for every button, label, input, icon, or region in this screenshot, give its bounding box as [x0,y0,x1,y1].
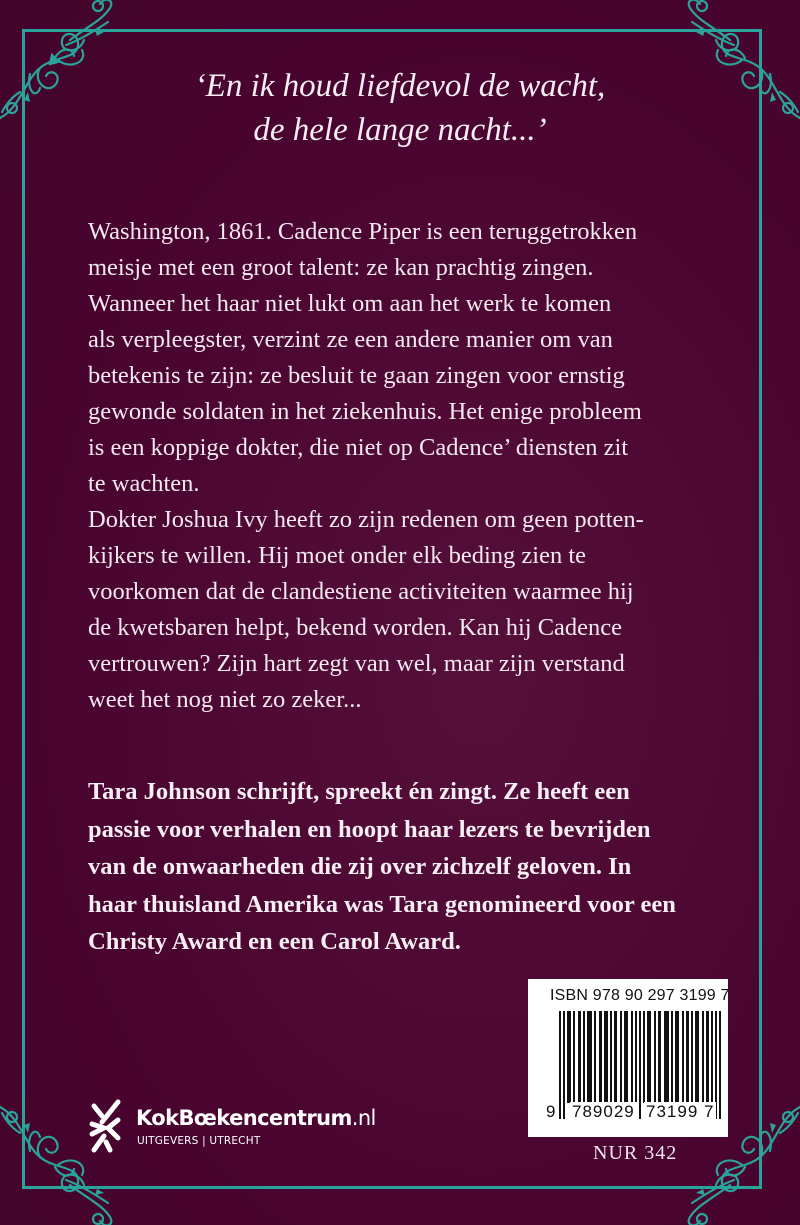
publisher-logo-mark-icon [88,1098,126,1154]
bio-line: Christy Award en een Carol Award. [88,928,461,955]
synopsis-line: als verpleegster, verzint ze een andere manier om van [88,326,613,353]
barcode-digit-first: 9 [546,1102,557,1121]
isbn-barcode [528,979,728,1137]
publisher-name-text: KokBœkencentrum [136,1106,352,1130]
synopsis-line: Washington, 1861. Cadence Piper is een teruggetrokken [88,218,638,245]
synopsis-line: vertrouwen? Zijn hart zegt van wel, maar zijn verstand [88,650,625,677]
bio-line: Tara Johnson schrijft, spreekt én zingt. Ze heeft een [88,778,630,805]
barcode-digits-group2: 73199 7 [646,1102,715,1121]
barcode-digits-group1: 789029 [572,1102,635,1121]
nur-code: NUR 342 [593,1142,678,1164]
publisher-tld: .nl [351,1106,376,1130]
publisher-logo [88,1098,388,1154]
bio-line: passie voor verhalen en hoopt haar lezers te bevrijden [88,815,651,843]
synopsis-line: kijkers te willen. Hij moet onder elk beding zien te [88,542,587,569]
synopsis-line: Dokter Joshua Ivy heeft zo zijn redenen om geen potten- [88,506,644,533]
bio-line: haar thuisland Amerika was Tara genomineerd voor een [88,890,676,918]
synopsis-line: weet het nog niet zo zeker... [88,686,362,713]
synopsis-line: te wachten. [88,470,200,497]
author-bio [88,773,748,961]
publisher-name [136,1106,376,1130]
quote-line: de hele lange nacht...’ [253,112,547,148]
synopsis-line: meisje met een groot talent: ze kan prachtig zingen. [88,254,594,281]
isbn-label: ISBN 978 90 297 3199 7 [550,987,730,1004]
frame-right-line [759,29,762,1189]
synopsis-line: Wanneer het haar niet lukt om aan het werk te komen [88,290,612,317]
synopsis-line: betekenis te zijn: ze besluit te gaan zingen voor ernstig [88,362,625,389]
frame-left-line [22,29,25,1189]
synopsis-line: is een koppige dokter, die niet op Cadence’ diensten zit [88,434,629,461]
quote-line: ‘En ik houd liefdevol de wacht, [194,68,606,104]
synopsis-line: voorkomen dat de clandestiene activiteiten waarmee hij [88,578,634,605]
synopsis-line: gewonde soldaten in het ziekenhuis. Het enige probleem [88,398,642,425]
synopsis-line: de kwetsbaren helpt, bekend worden. Kan hij Cadence [88,614,623,641]
tagline-quote [0,64,800,152]
bio-line: van de onwaarheden die zij over zichzelf geloven. In [88,853,632,880]
publisher-subtitle: UITGEVERS | UTRECHT [137,1135,261,1147]
synopsis-text [88,214,728,718]
